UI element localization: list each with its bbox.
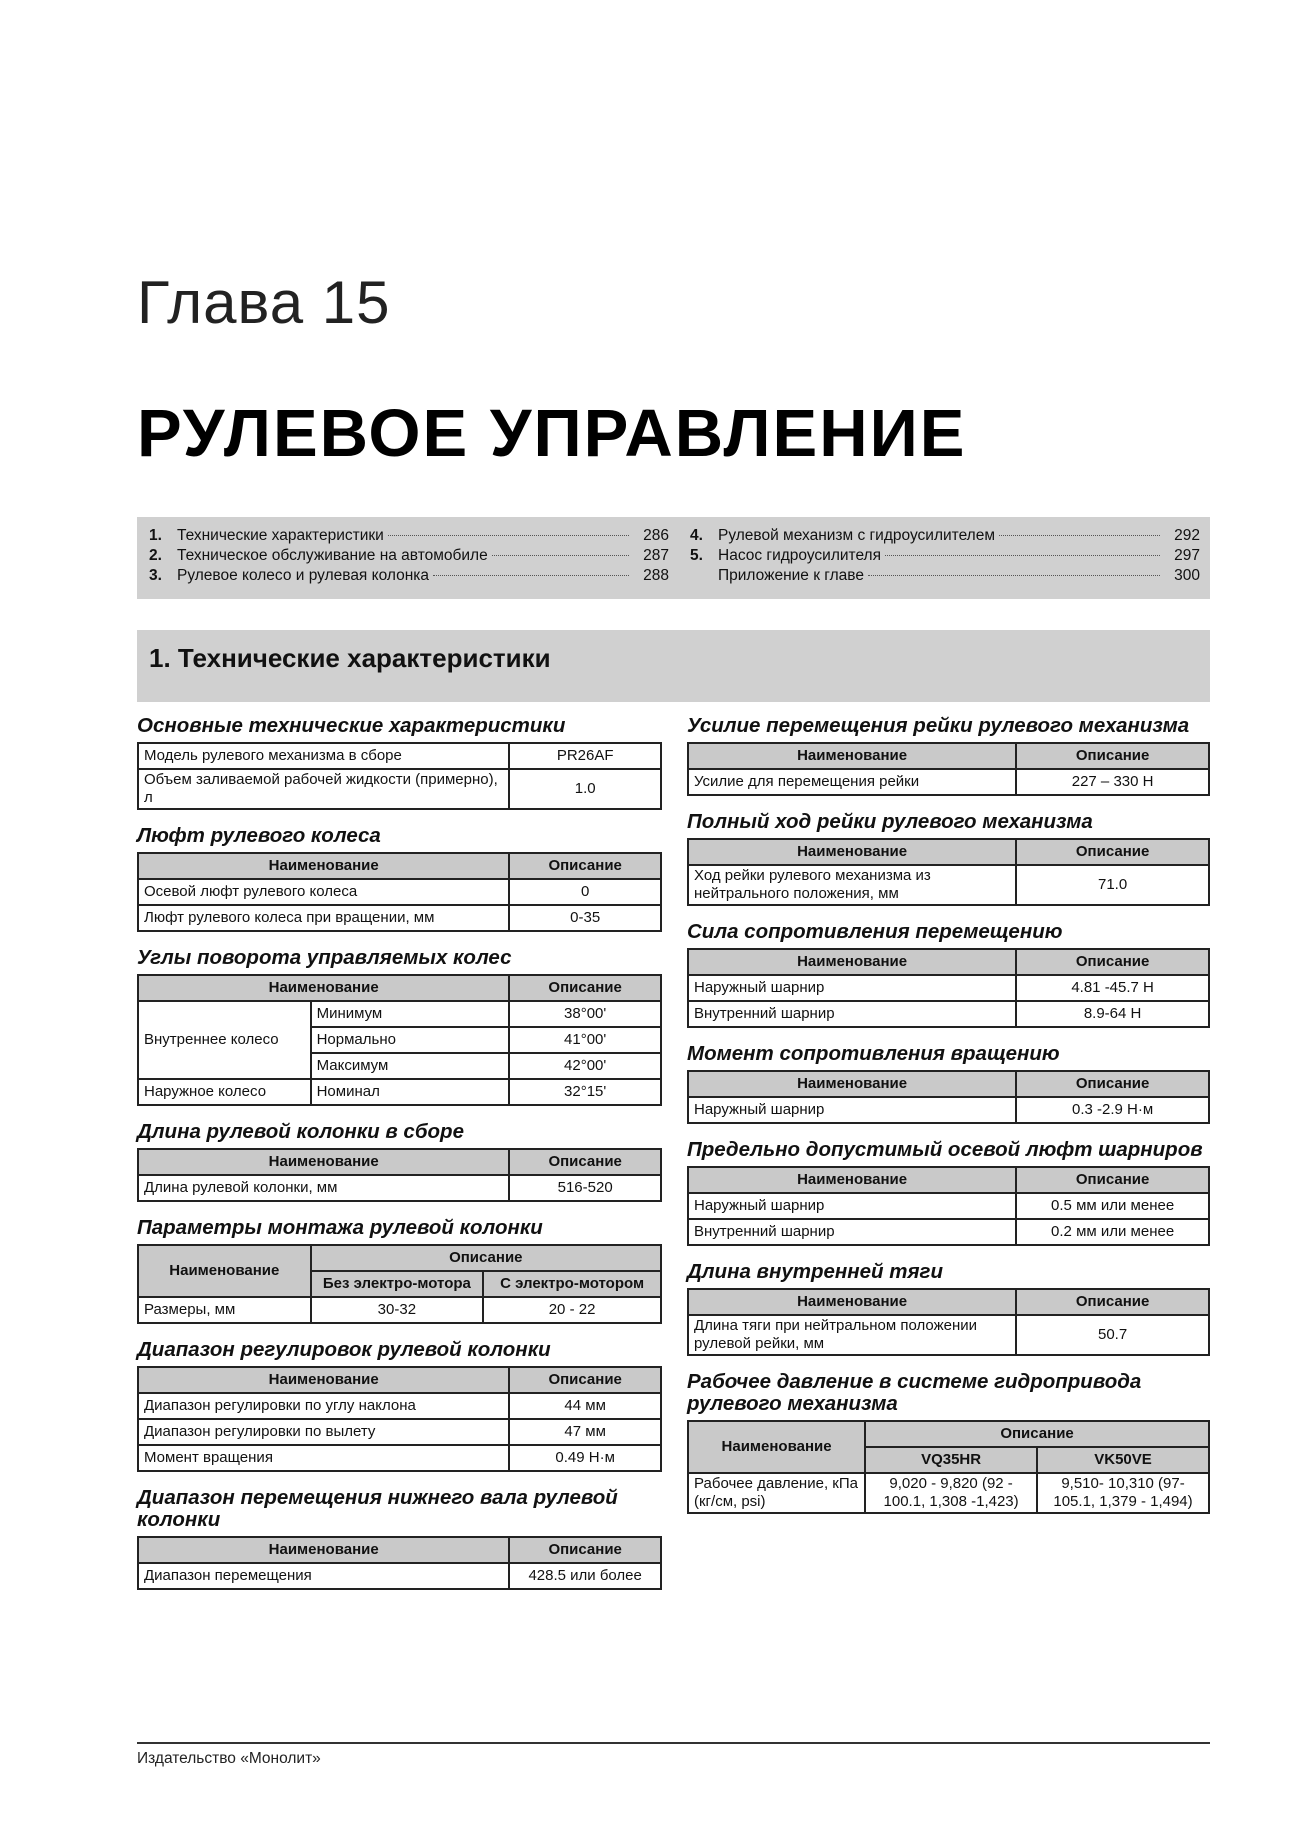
toc-item-page: 300 bbox=[1174, 567, 1200, 584]
table-cell: 20 - 22 bbox=[483, 1297, 661, 1323]
table-cell: 38°00' bbox=[509, 1001, 661, 1027]
column-subheader: Без электро-мотора bbox=[311, 1271, 484, 1297]
table-cell: Наружный шарнир bbox=[688, 1193, 1016, 1219]
table-cell: Длина рулевой колонки, мм bbox=[138, 1175, 509, 1201]
table-row bbox=[688, 975, 1209, 1001]
footer-divider bbox=[137, 1742, 1210, 1744]
table-cell: Осевой люфт рулевого колеса bbox=[138, 879, 509, 905]
column-header: Описание bbox=[509, 1537, 661, 1563]
column-header: Наименование bbox=[138, 1537, 509, 1563]
table-row bbox=[688, 1097, 1209, 1123]
table-row bbox=[138, 743, 661, 769]
table-cell: 0 bbox=[509, 879, 661, 905]
table-cell: 47 мм bbox=[509, 1419, 661, 1445]
table-cell: 9,020 - 9,820 (92 - 100.1, 1,308 -1,423) bbox=[865, 1473, 1037, 1513]
column-header: Наименование bbox=[138, 975, 509, 1001]
table-cell: Номинал bbox=[311, 1079, 510, 1105]
toc-item bbox=[690, 567, 1200, 587]
column-header: Описание bbox=[865, 1421, 1209, 1447]
table-cell: 32°15' bbox=[509, 1079, 661, 1105]
section-heading: 1. Технические характеристики bbox=[149, 643, 551, 673]
toc-item-page: 297 bbox=[1174, 547, 1200, 564]
table-row bbox=[688, 1001, 1209, 1027]
table-cell: Рабочее давление, кПа (кг/см, psi) bbox=[688, 1473, 865, 1513]
chapter-number: Глава 15 bbox=[137, 269, 391, 336]
tie-rod-table bbox=[687, 1288, 1210, 1356]
table-cell: PR26AF bbox=[509, 743, 661, 769]
toc-item-page: 292 bbox=[1174, 527, 1200, 544]
table-cell: 42°00' bbox=[509, 1053, 661, 1079]
column-header: Наименование bbox=[688, 949, 1016, 975]
table-cell: 8.9-64 Н bbox=[1016, 1001, 1209, 1027]
table-cell: Диапазон регулировки по вылету bbox=[138, 1419, 509, 1445]
toc-item-title: Рулевой механизм с гидроусилителем bbox=[718, 527, 995, 544]
toc-column-right bbox=[690, 527, 1200, 587]
table-cell: 41°00' bbox=[509, 1027, 661, 1053]
move-resistance-table bbox=[687, 948, 1210, 1028]
toc-item-page: 288 bbox=[643, 567, 669, 584]
table-cell: Внутренний шарнир bbox=[688, 1001, 1016, 1027]
table-cell: 50.7 bbox=[1016, 1315, 1209, 1355]
table-cell: 1.0 bbox=[509, 769, 661, 809]
column-header: Описание bbox=[1016, 743, 1209, 769]
pressure-title: Рабочее давление в системе гидропривода рулевого механизма bbox=[687, 1370, 1142, 1415]
rack-force-title: Усилие перемещения рейки рулевого механизма bbox=[687, 714, 1190, 737]
adjust-range-table bbox=[137, 1366, 662, 1472]
toc-item-title: Рулевое колесо и рулевая колонка bbox=[177, 567, 430, 584]
toc-item: 1. Технические характеристики 286 bbox=[149, 527, 669, 544]
rack-stroke-table bbox=[687, 838, 1210, 906]
table-cell: Диапазон перемещения bbox=[138, 1563, 509, 1589]
table-cell: 0.2 мм или менее bbox=[1016, 1219, 1209, 1245]
table-cell: Объем заливаемой рабочей жидкости (примерно), л bbox=[138, 769, 509, 809]
toc-item: 3. Рулевое колесо и рулевая колонка 288 bbox=[149, 567, 669, 584]
rack-stroke-title: Полный ход рейки рулевого механизма bbox=[687, 810, 1093, 833]
column-header: Описание bbox=[1016, 949, 1209, 975]
table-cell: 0.3 -2.9 Н·м bbox=[1016, 1097, 1209, 1123]
table-cell: Момент вращения bbox=[138, 1445, 509, 1471]
shaft-range-table bbox=[137, 1536, 662, 1590]
table-cell: Нормально bbox=[311, 1027, 510, 1053]
toc-item-title: Техническое обслуживание на автомобиле bbox=[177, 547, 488, 564]
table-cell: Внутренний шарнир bbox=[688, 1219, 1016, 1245]
table-row bbox=[138, 769, 661, 809]
table-row bbox=[138, 1445, 661, 1471]
table-cell: 0-35 bbox=[509, 905, 661, 931]
column-header: Наименование bbox=[138, 1245, 311, 1297]
toc-item-title: Технические характеристики bbox=[177, 527, 384, 544]
left-column bbox=[137, 715, 662, 1605]
column-header: Описание bbox=[509, 853, 661, 879]
move-resistance-title: Сила сопротивления перемещению bbox=[687, 920, 1063, 943]
table-cell: Наружное колесо bbox=[138, 1079, 311, 1105]
table-row bbox=[688, 1193, 1209, 1219]
toc-item-title: Приложение к главе bbox=[718, 567, 864, 584]
rotation-resistance-table bbox=[687, 1070, 1210, 1124]
pressure-table bbox=[687, 1420, 1210, 1514]
steer-angles-table bbox=[137, 974, 662, 1106]
toc-leader bbox=[868, 575, 1160, 576]
column-length-title: Длина рулевой колонки в сборе bbox=[137, 1120, 464, 1143]
mount-params-table bbox=[137, 1244, 662, 1324]
column-header: Наименование bbox=[688, 743, 1016, 769]
table-row bbox=[688, 1219, 1209, 1245]
toc-leader bbox=[492, 555, 629, 556]
table-cell: 516-520 bbox=[509, 1175, 661, 1201]
table-cell: Наружный шарнир bbox=[688, 975, 1016, 1001]
section-heading-bar bbox=[137, 630, 1210, 702]
table-cell: Длина тяги при нейтральном положении рулевой рейки, мм bbox=[688, 1315, 1016, 1355]
table-cell: Ход рейки рулевого механизма из нейтрального положения, мм bbox=[688, 865, 1016, 905]
mount-params-title: Параметры монтажа рулевой колонки bbox=[137, 1216, 543, 1239]
table-cell: Усилие для перемещения рейки bbox=[688, 769, 1016, 795]
adjust-range-title: Диапазон регулировок рулевой колонки bbox=[137, 1338, 551, 1361]
table-cell: Наружный шарнир bbox=[688, 1097, 1016, 1123]
table-cell: 71.0 bbox=[1016, 865, 1209, 905]
column-header: Наименование bbox=[138, 853, 509, 879]
toc-leader bbox=[388, 535, 629, 536]
column-header: Наименование bbox=[688, 1071, 1016, 1097]
column-header: Описание bbox=[1016, 1289, 1209, 1315]
column-subheader: VK50VE bbox=[1037, 1447, 1209, 1473]
table-row bbox=[138, 1563, 661, 1589]
column-header: Описание bbox=[1016, 839, 1209, 865]
chapter-title: РУЛЕВОЕ УПРАВЛЕНИЕ bbox=[137, 396, 967, 471]
column-header: Описание bbox=[509, 975, 661, 1001]
table-cell: Размеры, мм bbox=[138, 1297, 311, 1323]
table-row bbox=[138, 1001, 661, 1027]
toc-item: 2. Техническое обслуживание на автомобиле 287 bbox=[149, 547, 669, 564]
column-header: Наименование bbox=[688, 1421, 865, 1473]
tie-rod-title: Длина внутренней тяги bbox=[687, 1260, 944, 1283]
column-header: Наименование bbox=[138, 1367, 509, 1393]
steer-angles-title: Углы поворота управляемых колес bbox=[137, 946, 512, 969]
column-header: Описание bbox=[509, 1367, 661, 1393]
rack-force-table bbox=[687, 742, 1210, 796]
table-cell: 0.5 мм или менее bbox=[1016, 1193, 1209, 1219]
table-cell: 227 – 330 Н bbox=[1016, 769, 1209, 795]
table-cell: Максимум bbox=[311, 1053, 510, 1079]
table-row bbox=[138, 1297, 661, 1323]
basic-specs-table bbox=[137, 742, 662, 810]
wheel-play-title: Люфт рулевого колеса bbox=[137, 824, 381, 847]
table-row bbox=[138, 1393, 661, 1419]
toc-item-page: 287 bbox=[643, 547, 669, 564]
toc-item-title: Насос гидроусилителя bbox=[718, 547, 881, 564]
table-row bbox=[138, 1419, 661, 1445]
column-subheader: VQ35HR bbox=[865, 1447, 1037, 1473]
toc-item: 4. Рулевой механизм с гидроусилителем 292 bbox=[690, 527, 1200, 544]
toc-item-page: 286 bbox=[643, 527, 669, 544]
table-cell: Минимум bbox=[311, 1001, 510, 1027]
basic-specs-title: Основные технические характеристики bbox=[137, 714, 566, 737]
table-row bbox=[688, 1473, 1209, 1513]
table-cell: 44 мм bbox=[509, 1393, 661, 1419]
column-header: Описание bbox=[1016, 1167, 1209, 1193]
publisher-footer: Издательство «Монолит» bbox=[137, 1750, 321, 1767]
table-cell: Диапазон регулировки по углу наклона bbox=[138, 1393, 509, 1419]
table-cell: 9,510- 10,310 (97- 105.1, 1,379 - 1,494) bbox=[1037, 1473, 1209, 1513]
table-row bbox=[138, 1079, 661, 1105]
table-row bbox=[138, 905, 661, 931]
toc-item: 5. Насос гидроусилителя 297 bbox=[690, 547, 1200, 564]
joint-play-table bbox=[687, 1166, 1210, 1246]
column-header: Описание bbox=[509, 1149, 661, 1175]
table-cell: 428.5 или более bbox=[509, 1563, 661, 1589]
toc-leader bbox=[999, 535, 1160, 536]
column-header: Наименование bbox=[138, 1149, 509, 1175]
table-cell: Модель рулевого механизма в сборе bbox=[138, 743, 509, 769]
column-header: Описание bbox=[311, 1245, 661, 1271]
table-row bbox=[138, 1175, 661, 1201]
toc-leader bbox=[433, 575, 629, 576]
column-header: Наименование bbox=[688, 1289, 1016, 1315]
table-of-contents bbox=[137, 517, 1210, 599]
column-header: Описание bbox=[1016, 1071, 1209, 1097]
table-row bbox=[138, 879, 661, 905]
column-header: Наименование bbox=[688, 1167, 1016, 1193]
table-cell: Люфт рулевого колеса при вращении, мм bbox=[138, 905, 509, 931]
column-header: Наименование bbox=[688, 839, 1016, 865]
shaft-range-title: Диапазон перемещения нижнего вала рулевой колонки bbox=[137, 1486, 618, 1531]
table-row bbox=[688, 865, 1209, 905]
toc-leader bbox=[885, 555, 1160, 556]
table-cell: 30-32 bbox=[311, 1297, 484, 1323]
column-length-table bbox=[137, 1148, 662, 1202]
wheel-play-table bbox=[137, 852, 662, 932]
table-cell: 0.49 Н·м bbox=[509, 1445, 661, 1471]
joint-play-title: Предельно допустимый осевой люфт шарниров bbox=[687, 1138, 1203, 1161]
column-subheader: С электро-мотором bbox=[483, 1271, 661, 1297]
table-cell: Внутреннее колесо bbox=[138, 1001, 311, 1079]
table-row bbox=[688, 769, 1209, 795]
table-cell: 4.81 -45.7 Н bbox=[1016, 975, 1209, 1001]
table-row bbox=[688, 1315, 1209, 1355]
toc-column-left bbox=[149, 527, 669, 587]
right-column bbox=[687, 715, 1210, 1529]
rotation-resistance-title: Момент сопротивления вращению bbox=[687, 1042, 1060, 1065]
